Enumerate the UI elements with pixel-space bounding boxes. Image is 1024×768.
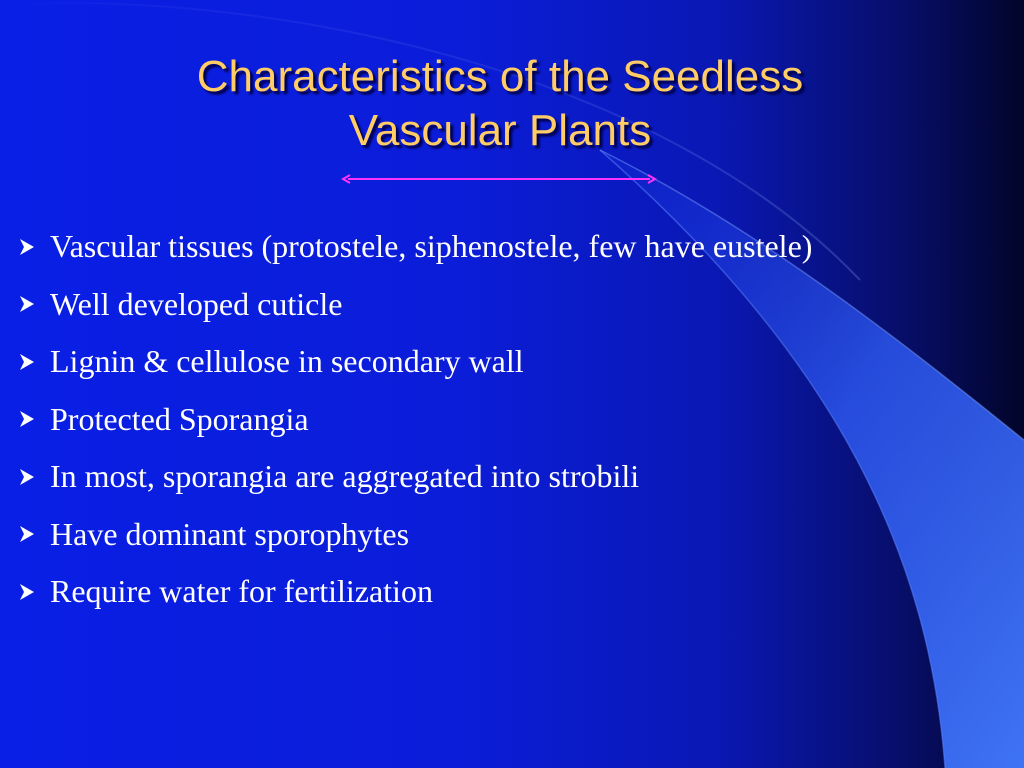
title-line-1: Characteristics of the Seedless (196, 52, 804, 101)
list-item (14, 563, 1014, 621)
bullet-text: In most, sporangia are aggregated into strobili (50, 458, 640, 495)
list-item (14, 218, 1014, 276)
arrowhead-bullet-icon (14, 582, 40, 602)
bullet-text: Lignin & cellulose in secondary wall (50, 343, 524, 380)
bullet-text: Require water for fertilization (50, 573, 433, 610)
arrowhead-bullet-icon (14, 237, 40, 257)
bullet-list (14, 218, 1014, 621)
bullet-text: Protected Sporangia (50, 400, 309, 437)
title-line-2: Vascular Plants (348, 106, 652, 155)
list-item (14, 448, 1014, 506)
arrowhead-bullet-icon (14, 294, 40, 314)
list-item (14, 276, 1014, 334)
bullet-text: Well developed cuticle (50, 285, 343, 322)
list-item (14, 506, 1014, 564)
slide-title (100, 50, 900, 158)
bullet-text: Have dominant sporophytes (50, 515, 410, 552)
list-item (14, 391, 1014, 449)
bullet-text: Vascular tissues (protostele, siphenostele, few have eustele) (50, 228, 813, 265)
arrowhead-bullet-icon (14, 524, 40, 544)
arrowhead-bullet-icon (14, 352, 40, 372)
arrowhead-bullet-icon (14, 467, 40, 487)
double-arrow-icon (340, 172, 658, 186)
list-item (14, 333, 1014, 391)
arrowhead-bullet-icon (14, 409, 40, 429)
